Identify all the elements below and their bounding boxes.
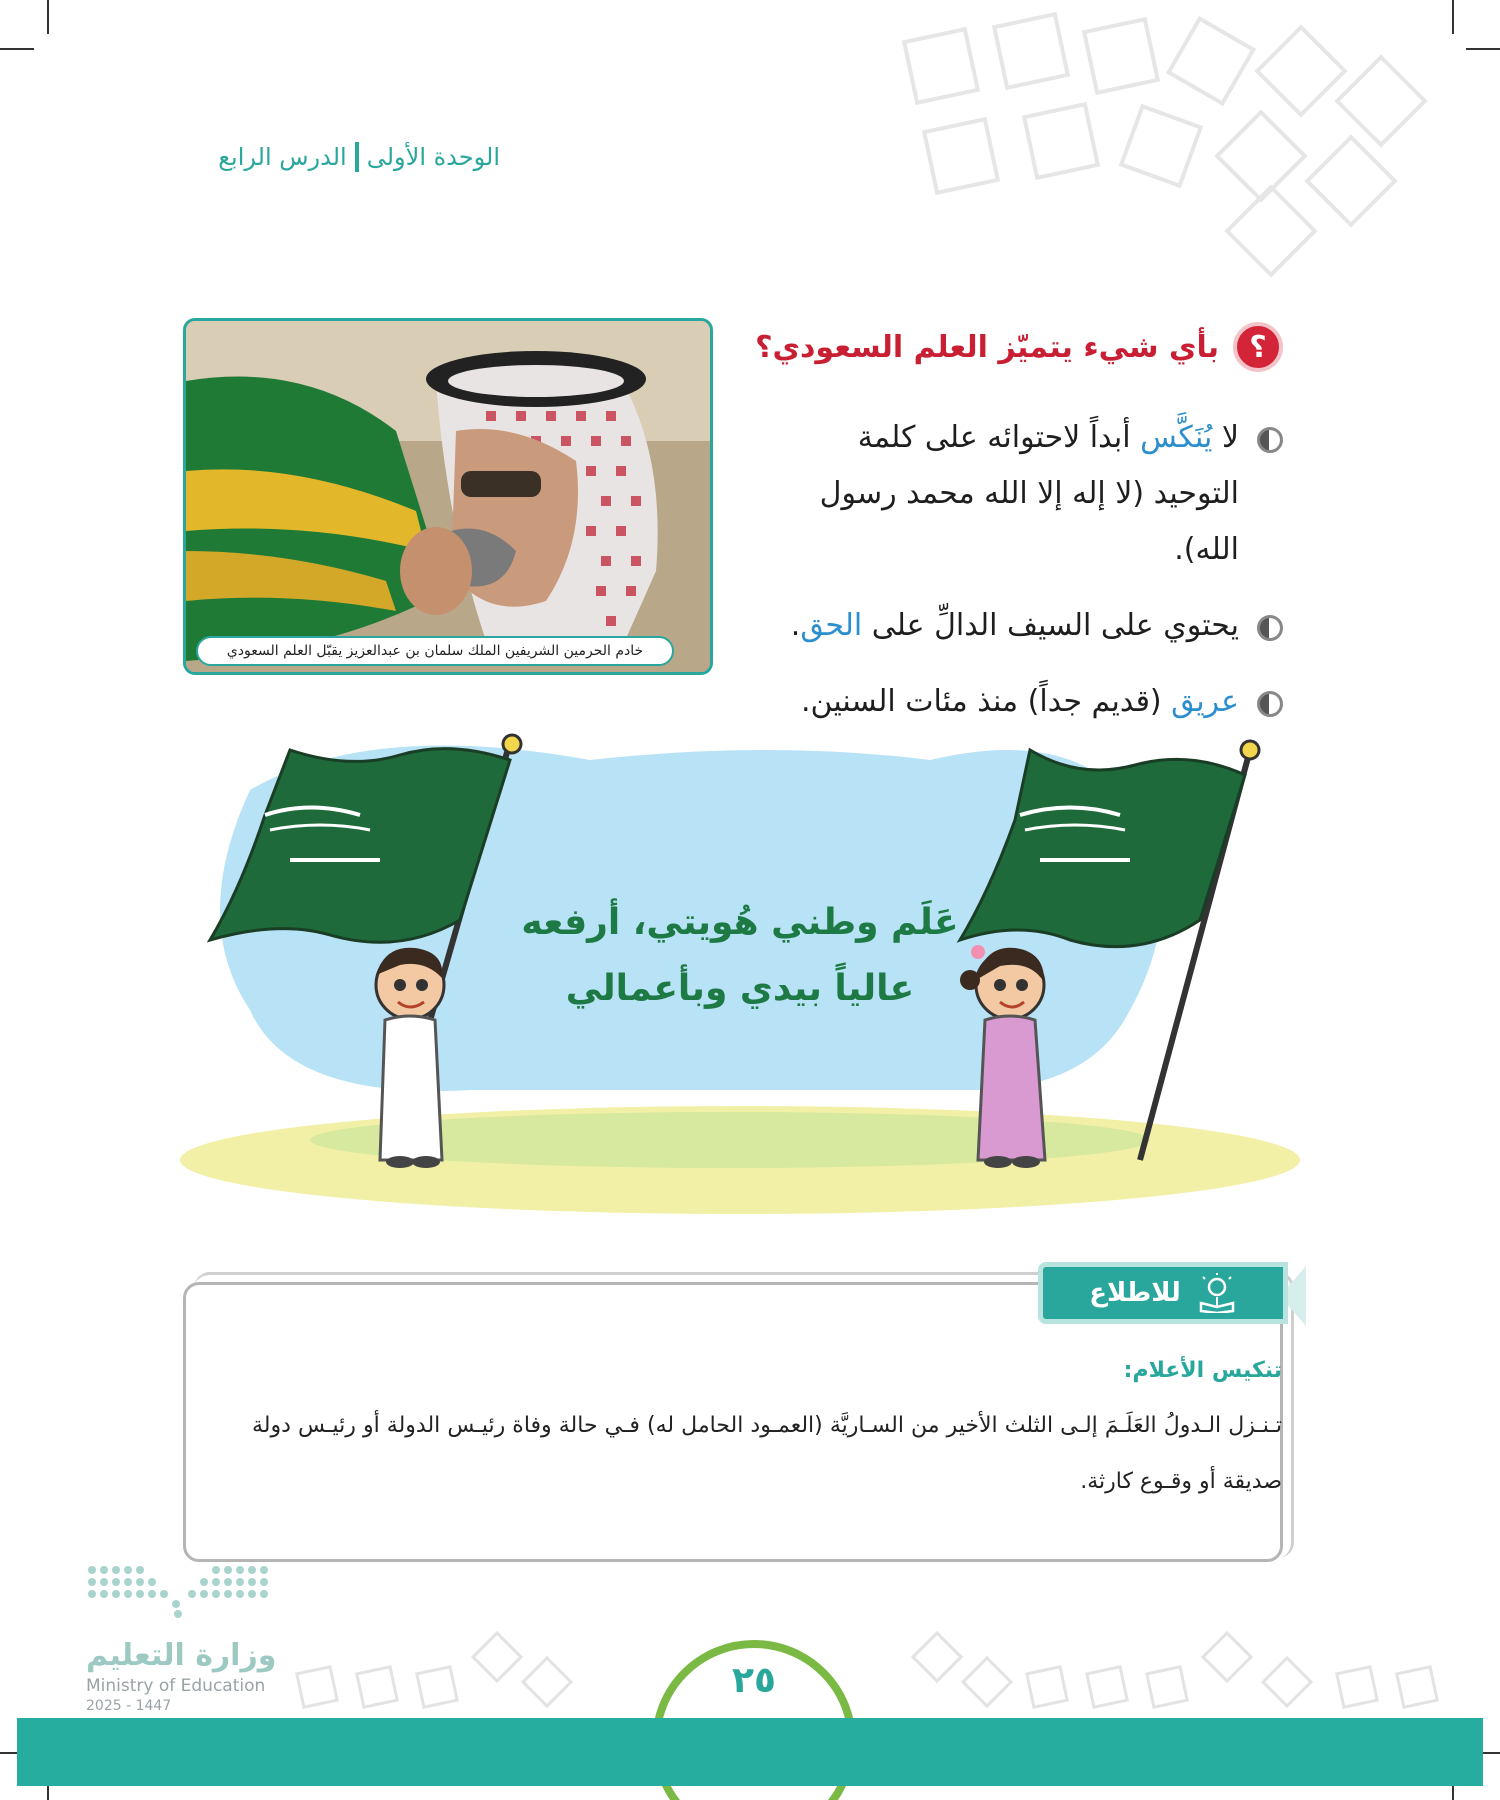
question-heading bbox=[755, 322, 1283, 372]
bullet-keyword: عريق bbox=[1171, 684, 1239, 719]
bullet-text: يحتوي على السيف الدالِّ على bbox=[862, 608, 1239, 643]
king-photo bbox=[183, 318, 713, 675]
info-body: تـنـزل الـدولُ العَلَـمَ إلـى الثلث الأخير من السـاريَّة (العمـود الحامل له) فـي حالة وفاة رئيـس الدولة أو رئيـس دولة صديقة أو وقـوع كارثة. bbox=[252, 1413, 1282, 1494]
header-divider bbox=[355, 142, 359, 172]
info-tag-title: للاطلاع bbox=[1089, 1278, 1181, 1308]
photo-caption: خادم الحرمين الشريفين الملك سلمان بن عبدالعزيز يقبّل العلم السعودي bbox=[196, 636, 674, 666]
bullet-text: . bbox=[790, 608, 801, 643]
bullet-icon bbox=[1257, 615, 1283, 641]
photo-illustration bbox=[186, 321, 713, 675]
ministry-name-ar: وزارة التعليم bbox=[86, 1638, 277, 1673]
crop-mark bbox=[1466, 48, 1500, 50]
list-item bbox=[783, 410, 1283, 578]
ministry-year: 2025 - 1447 bbox=[86, 1698, 172, 1714]
bullet-icon bbox=[1257, 427, 1283, 453]
lesson-title: الدرس الرابع bbox=[218, 143, 347, 171]
page-number: ٢٥ bbox=[732, 1660, 776, 1701]
bullet-icon bbox=[1257, 691, 1283, 717]
unit-title: الوحدة الأولى bbox=[366, 143, 500, 171]
slogan-line: عَلَم وطني هُويتي، أرفعه bbox=[521, 902, 959, 943]
bullet-text: (قديم جداً) منذ مئات السنين. bbox=[800, 684, 1172, 719]
ministry-name-en: Ministry of Education bbox=[86, 1676, 266, 1696]
lightbulb-book-icon bbox=[1197, 1273, 1237, 1313]
question-text: بأي شيء يتميّز العلم السعودي؟ bbox=[755, 329, 1219, 365]
bullet-text: أبداً لاحتوائه على كلمة التوحيد (لا إله إلا الله محمد رسول الله). bbox=[819, 420, 1239, 567]
page-header bbox=[218, 142, 500, 172]
footer-bar bbox=[17, 1718, 1483, 1786]
crop-mark bbox=[47, 0, 49, 34]
info-heading: تنكيس الأعلام: bbox=[1123, 1358, 1282, 1383]
slogan-line: عالياً بيدي وبأعمالي bbox=[565, 968, 915, 1009]
bullet-keyword: الحق bbox=[800, 608, 863, 643]
decorative-pattern bbox=[870, 0, 1460, 290]
info-tag bbox=[1038, 1262, 1288, 1324]
bullet-text: لا bbox=[1212, 420, 1239, 455]
list-item bbox=[783, 598, 1283, 654]
bullet-list bbox=[783, 410, 1283, 750]
crop-mark bbox=[0, 48, 34, 50]
bullet-keyword: يُنَكَّس bbox=[1140, 420, 1213, 455]
question-mark-icon: ؟ bbox=[1233, 322, 1283, 372]
banner-slogan bbox=[520, 890, 960, 1022]
